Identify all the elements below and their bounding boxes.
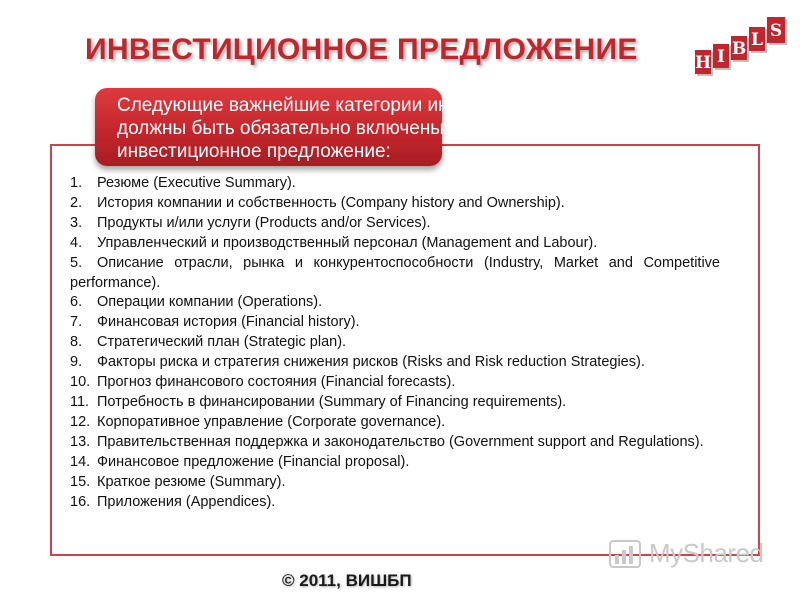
bar-chart-icon [609, 540, 643, 570]
item-text: Краткое резюме (Summary). [97, 473, 286, 490]
hibls-logo [693, 14, 789, 80]
list-item [70, 333, 720, 353]
list-item [70, 234, 720, 254]
list-item [70, 473, 720, 493]
list-item [70, 433, 720, 453]
item-number: 5. [70, 254, 83, 271]
item-number: 4. [70, 234, 83, 251]
item-text: Операции компании (Operations). [97, 294, 323, 311]
item-number: 7. [70, 314, 83, 331]
list-item [70, 353, 720, 373]
item-text: Приложения (Appendices). [97, 493, 276, 510]
logo-letter: L [751, 30, 763, 50]
item-text: Корпоративное управление (Corporate governance). [97, 413, 446, 430]
item-number: 13. [70, 433, 91, 450]
logo-letter: B [731, 39, 747, 59]
intro-banner [95, 88, 542, 166]
item-text: Описание отрасли, рынка и конкурентоспособности (Industry, Market and Competitive performance). [70, 254, 720, 291]
item-number: 11. [70, 393, 90, 410]
list-item [70, 413, 720, 433]
logo-letter: S [769, 21, 783, 41]
item-number: 8. [70, 334, 83, 351]
logo-letter: H [694, 53, 712, 73]
item-number: 14. [70, 453, 91, 470]
banner-line: инвестиционное предложение: [117, 141, 391, 162]
list-item [70, 373, 720, 393]
item-text: Факторы риска и стратегия снижения рисков (Risks and Risk reduction Strategies). [97, 354, 645, 371]
copyright-text: © 2011, ВИШБП [282, 571, 412, 590]
item-text: Стратегический план (Strategic plan). [97, 334, 347, 351]
item-number: 6. [70, 294, 83, 311]
item-text: Финансовое предложение (Financial proposal). [97, 453, 410, 470]
item-text: Резюме (Executive Summary). [97, 175, 296, 191]
list-item [70, 293, 720, 313]
logo-letter: I [717, 47, 725, 67]
myshared-watermark [609, 538, 769, 574]
item-text: История компании и собственность (Company history and Ownership). [97, 194, 565, 211]
list-item [70, 393, 720, 413]
list-item [70, 194, 720, 214]
item-number: 10. [70, 374, 91, 391]
page-title: ИНВЕСТИЦИОННОЕ ПРЕДЛОЖЕНИЕ [85, 33, 638, 66]
banner-line: Следующие важнейшие категории информации [117, 95, 542, 116]
watermark-text: MyShared [649, 538, 764, 568]
list-item [70, 453, 720, 473]
item-text: Управленческий и производственный персонал (Management and Labour). [97, 234, 598, 251]
item-number: 9. [70, 354, 83, 371]
item-number: 12. [70, 413, 91, 430]
list-item [70, 174, 720, 194]
list-item [70, 214, 720, 234]
item-text: Прогноз финансового состояния (Financial forecasts). [97, 374, 456, 391]
item-number: 2. [70, 194, 83, 211]
item-number: 1. [70, 175, 83, 191]
item-number: 16. [70, 493, 91, 510]
banner-line: должны быть обязательно включены в [117, 118, 460, 139]
item-text: Финансовая история (Financial history). [97, 314, 360, 331]
list-item [70, 313, 720, 333]
item-text: Потребность в финансировании (Summary of Financing requirements). [97, 393, 567, 410]
list-item [70, 493, 720, 513]
list-item [70, 254, 720, 294]
category-list [70, 174, 720, 512]
item-text: Продукты и/или услуги (Products and/or Services). [97, 214, 431, 231]
item-number: 15. [70, 473, 91, 490]
item-number: 3. [70, 214, 83, 231]
item-text: Правительственная поддержка и законодательство (Government support and Regulations). [97, 433, 704, 450]
